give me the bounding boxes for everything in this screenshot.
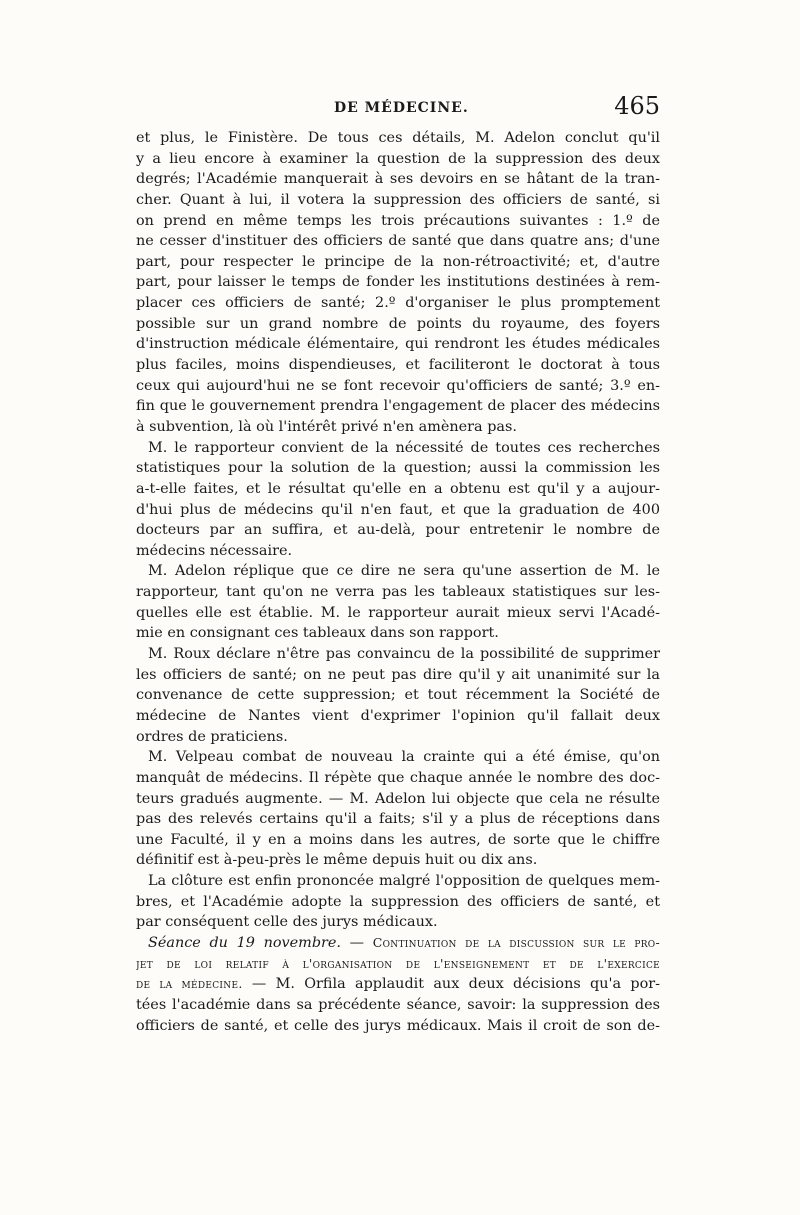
text-line: ordres de praticiens. <box>136 728 288 745</box>
text-line: M. Roux déclare n'être pas convaincu de la possibilité de supprimer <box>148 646 660 663</box>
text-line: plus faciles, moins dispendieuses, et faciliteront le doctorat à tous <box>136 357 660 374</box>
text-line: officiers de santé, et celle des jurys médicaux. Mais il croit de son de- <box>136 1017 660 1034</box>
text-line: manquât de médecins. Il répète que chaque année le nombre des doc- <box>136 769 660 786</box>
text-line: médecins nécessaire. <box>136 542 293 559</box>
text-line: médecine de Nantes vient d'exprimer l'opinion qu'il fallait deux <box>136 707 660 724</box>
text-line: part, pour respecter le principe de la non-rétroactivité; et, d'autre <box>136 253 660 270</box>
text-line: rapporteur, tant qu'on ne verra pas les tableaux statistiques sur les- <box>136 584 660 601</box>
session-heading-line <box>136 933 660 954</box>
text-line: placer ces officiers de santé; 2.º d'organiser le plus promptement <box>136 295 660 312</box>
text-line: mie en consignant ces tableaux dans son rapport. <box>136 625 499 642</box>
session-heading-part: Continuation de la discussion sur le pro- <box>372 934 660 950</box>
session-text: — M. Orfila applaudit aux deux décisions qu'a por- <box>242 976 660 993</box>
text-line: M. Velpeau combat de nouveau la crainte qui a été émise, qu'on <box>148 749 660 766</box>
running-title: DE MÉDECINE. <box>334 100 469 116</box>
text-line: docteurs par an suffira, et au-delà, pour entretenir le nombre de <box>136 522 660 539</box>
session-dash: — <box>341 934 373 951</box>
session-heading-part: de la médecine. <box>136 976 243 992</box>
text-line: part, pour laisser le temps de fonder les institutions destinées à rem- <box>136 274 660 291</box>
text-line: a-t-elle faites, et le résultat qu'elle en a obtenu est qu'il y a aujour- <box>136 480 660 497</box>
text-line: convenance de cette suppression; et tout récemment la Société de <box>136 687 660 704</box>
text-line: cher. Quant à lui, il votera la suppression des officiers de santé, si <box>136 191 660 208</box>
session-heading-line <box>136 974 660 995</box>
text-line: pas des relevés certains qu'il a faits; s'il y a plus de réceptions dans <box>136 811 660 828</box>
text-line: statistiques pour la solution de la question; aussi la commission les <box>136 460 660 477</box>
page-header <box>136 92 660 124</box>
text-line: bres, et l'Académie adopte la suppression des officiers de santé, et <box>136 893 660 910</box>
page-body <box>136 128 660 1036</box>
text-line: quelles elle est établie. M. le rapporteur aurait mieux servi l'Acadé- <box>136 604 660 621</box>
text-line: La clôture est enfin prononcée malgré l'opposition de quelques mem- <box>148 873 660 890</box>
text-line: définitif est à-peu-près le même depuis huit ou dix ans. <box>136 852 538 869</box>
text-line: y a lieu encore à examiner la question de la suppression des deux <box>136 150 660 167</box>
text-line: M. le rapporteur convient de la nécessité de toutes ces recherches <box>148 439 660 456</box>
text-line: les officiers de santé; on ne peut pas dire qu'il y ait unanimité sur la <box>136 666 660 683</box>
text-line: on prend en même temps les trois précautions suivantes : 1.º de <box>136 212 660 229</box>
text-line: fin que le gouvernement prendra l'engagement de placer des médecins <box>136 398 660 415</box>
session-date: Séance du 19 novembre. <box>148 934 342 951</box>
text-line: teurs gradués augmente. — M. Adelon lui objecte que cela ne résulte <box>136 790 660 807</box>
text-line: une Faculté, il y en a moins dans les autres, de sorte que le chiffre <box>136 831 660 848</box>
page-number: 465 <box>614 92 660 120</box>
text-line: M. Adelon réplique que ce dire ne sera qu'une assertion de M. le <box>148 563 660 580</box>
session-heading-part: jet de loi relatif à l'organisation de l'enseignement et de l'exercice <box>136 955 660 971</box>
text-line: degrés; l'Académie manquerait à ses devoirs en se hâtant de la tran- <box>136 171 660 188</box>
text-line: ceux qui aujourd'hui ne se font recevoir qu'officiers de santé; 3.º en- <box>136 377 660 394</box>
text-line: tées l'académie dans sa précédente séance, savoir: la suppression des <box>136 996 660 1013</box>
text-line: ne cesser d'instituer des officiers de santé que dans quatre ans; d'une <box>136 233 660 250</box>
text-line: d'hui plus de médecins qu'il n'en faut, et que la graduation de 400 <box>136 501 660 518</box>
text-line: par conséquent celle des jurys médicaux. <box>136 914 438 931</box>
session-heading-line <box>136 954 660 975</box>
text-line: d'instruction médicale élémentaire, qui rendront les études médicales <box>136 336 660 353</box>
text-line: et plus, le Finistère. De tous ces détails, M. Adelon conclut qu'il <box>136 130 660 146</box>
text-line: possible sur un grand nombre de points du royaume, des foyers <box>136 315 660 332</box>
text-line: à subvention, là où l'intérêt privé n'en amènera pas. <box>136 418 517 435</box>
